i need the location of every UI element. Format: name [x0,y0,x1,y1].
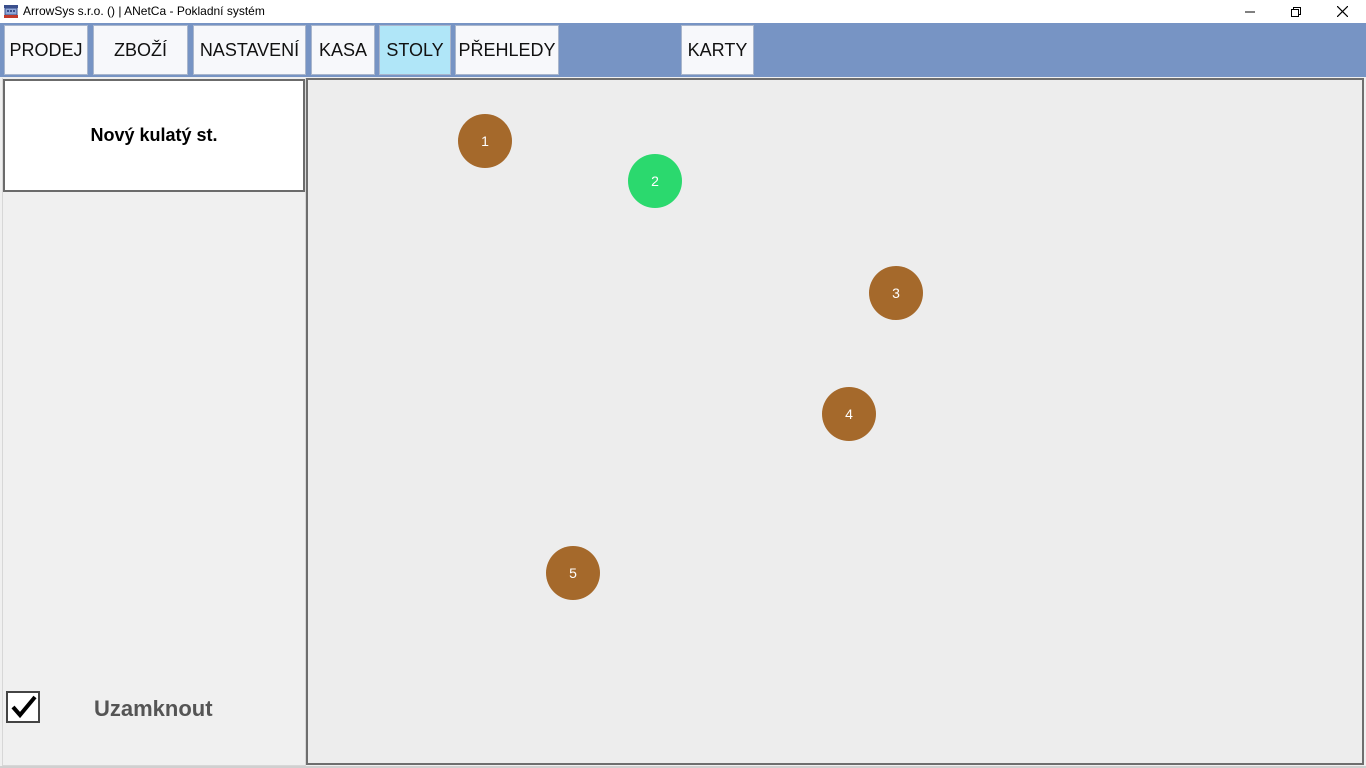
minimize-icon [1245,7,1255,17]
new-round-table-button[interactable]: Nový kulatý st. [3,79,305,192]
restore-icon [1291,7,1301,17]
tab-prehledy[interactable]: PŘEHLEDY [455,25,559,75]
minimize-button[interactable] [1227,0,1273,23]
tab-karty[interactable]: KARTY [681,25,754,75]
tab-zbozi[interactable]: ZBOŽÍ [93,25,188,75]
table-circle[interactable]: 1 [458,114,512,168]
lock-checkbox[interactable] [6,691,40,723]
cash-register-icon [3,4,19,19]
main-navigation [0,23,1366,77]
table-circle[interactable]: 2 [628,154,682,208]
table-circle[interactable]: 3 [869,266,923,320]
close-icon [1337,6,1348,17]
tab-prodej[interactable]: PRODEJ [4,25,88,75]
close-button[interactable] [1319,0,1365,23]
lock-label: Uzamknout [94,696,213,721]
tab-kasa[interactable]: KASA [311,25,375,75]
table-circle[interactable]: 4 [822,387,876,441]
table-circle[interactable]: 5 [546,546,600,600]
restore-button[interactable] [1273,0,1319,23]
table-layout-canvas[interactable] [306,78,1364,765]
tab-nastaveni[interactable]: NASTAVENÍ [193,25,306,75]
checkmark-icon [10,694,38,720]
tab-stoly[interactable]: STOLY [379,25,451,75]
title-bar [0,0,1366,23]
window-title: ArrowSys s.r.o. () | ANetCa - Pokladní systém [23,4,265,18]
